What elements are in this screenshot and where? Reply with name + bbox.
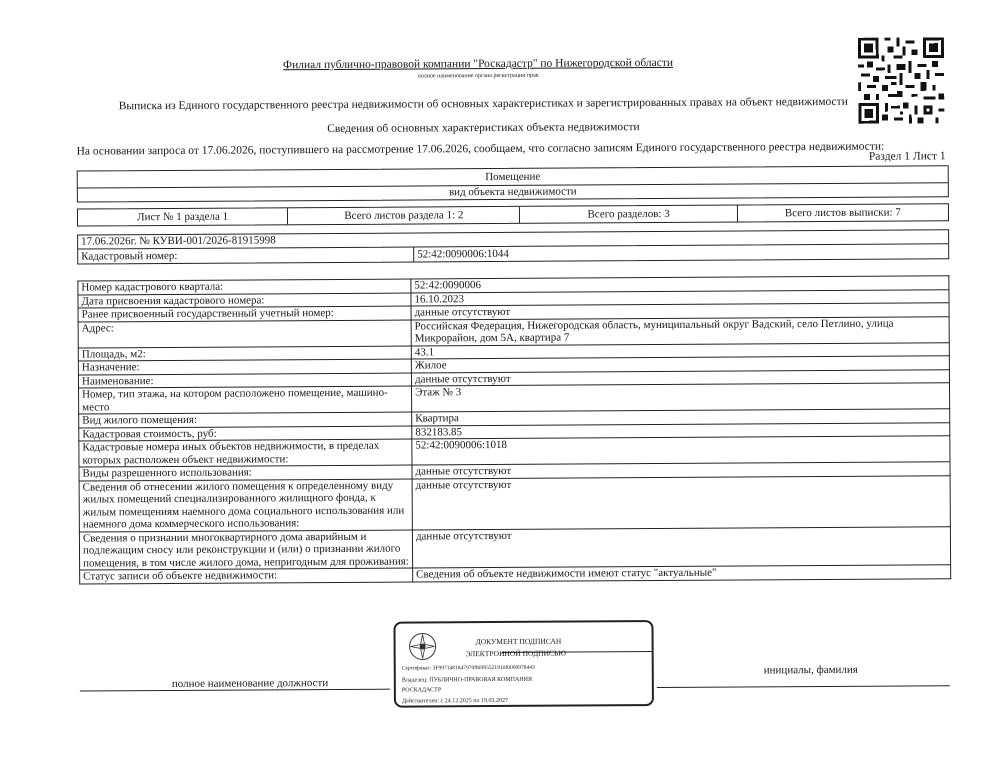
total-section-sheets: Всего листов раздела 1: 2 — [288, 207, 520, 224]
row-value: 16.10.2023 — [411, 289, 949, 306]
table-row — [79, 526, 950, 570]
row-value: Сведения об объекте недвижимости имеют статус "актуальные" — [413, 565, 951, 582]
row-value: Российская Федерация, Нижегородская область, муниципальный округ Вадский, село Петлино, улица Микрорайон, дом 5А, квартира 7 — [411, 316, 949, 345]
sheet-number: Лист № 1 раздела 1 — [78, 208, 288, 225]
organization-caption: полное наименование органа регистрации прав — [417, 72, 539, 80]
sheet-reference: Раздел 1 Лист 1 — [868, 150, 946, 163]
object-type: Помещение — [78, 168, 948, 188]
total-sections: Всего разделов: 3 — [520, 206, 737, 223]
name-label: инициалы, фамилия — [763, 663, 858, 677]
table-row — [79, 475, 950, 531]
name-line — [657, 685, 950, 688]
row-label: Площадь, м2: — [78, 346, 411, 362]
row-label: Адрес: — [78, 320, 411, 348]
object-type-box — [77, 165, 949, 202]
electronic-signature-stamp — [393, 620, 654, 708]
row-label: Наименование: — [78, 373, 411, 389]
qr-code-icon — [858, 37, 945, 124]
cadastral-number-value: 52:42:0090006:1044 — [417, 247, 509, 261]
cadastral-number-label: Кадастровый номер: — [78, 248, 414, 264]
row-value: Квартира — [412, 409, 950, 426]
row-value: данные отсутствуют — [412, 462, 950, 479]
sheets-row — [77, 203, 949, 226]
row-value: 52:42:0090006 — [411, 276, 949, 293]
row-value: данные отсутствуют — [411, 303, 949, 320]
row-label: Сведения о признании многоквартирного дома аварийным и подлежащим сносу или реконструкции и (или) о признании жилого помещения, в том числе жилого дома, непригодным для проживания: — [79, 530, 412, 571]
row-label: Номер кадастрового квартала: — [78, 279, 411, 295]
document-number: 17.06.2026г. № КУВИ-001/2026-81915998 — [77, 229, 949, 248]
extract-title: Выписка из Единого государственного реестра недвижимости об основных характеристиках и зарегистрированных правах на объект недвижимости — [118, 95, 848, 113]
row-value: данные отсутствуют — [411, 369, 949, 386]
total-extract-sheets: Всего листов выписки: 7 — [784, 206, 901, 220]
stamp-owner2: РОСКАДАСТР — [401, 687, 442, 694]
object-type-caption: вид объекта недвижимости — [448, 185, 577, 199]
row-label: Кадастровые номера иных объектов недвижимости, в пределах которых расположен объект недвижимости: — [79, 439, 412, 467]
row-label: Статус записи об объекте недвижимости: — [80, 568, 413, 584]
row-value: Жилое — [411, 356, 949, 373]
row-value: данные отсутствуют — [412, 475, 950, 529]
section-title: Сведения об основных характеристиках объекта недвижимости — [327, 121, 640, 136]
row-value: данные отсутствуют — [412, 526, 950, 568]
row-label: Вид жилого помещения: — [79, 412, 412, 428]
row-value: 52:42:0090006:1018 — [412, 436, 950, 465]
stamp-line2: ЭЛЕКТРОННОЙ ПОДПИСЬЮ — [465, 648, 567, 659]
row-value: 832183.85 — [412, 422, 950, 439]
row-label: Номер, тип этажа, на котором расположено помещение, машино-место — [79, 386, 412, 414]
row-label: Виды разрешенного использования: — [79, 465, 412, 481]
stamp-validity: Действителен: с 24.12.2025 по 19.03.2027 — [401, 697, 509, 705]
characteristics-table — [77, 275, 951, 584]
rosreestr-emblem-icon — [408, 631, 438, 661]
row-value: 43.1 — [411, 342, 949, 359]
row-label: Ранее присвоенный государственный учетный номер: — [78, 306, 411, 322]
row-label: Дата присвоения кадастрового номера: — [78, 293, 411, 309]
row-label: Назначение: — [78, 359, 411, 375]
stamp-certificate: Сертификат: 3F9971481847970f80f85521910f0000978443 — [401, 664, 535, 672]
row-value: Этаж № 3 — [412, 383, 950, 412]
stamp-line1: ДОКУМЕНТ ПОДПИСАН — [475, 636, 562, 647]
organization-name: Филиал публично-правовой компании "Роскадастр" по Нижегородской области — [282, 56, 674, 72]
request-basis: На основании запроса от 17.06.2026, поступившего на рассмотрение 17.06.2026, сообщаем, что согласно записям Единого государственного реестра недвижимости: — [76, 140, 885, 158]
row-label: Кадастровая стоимость, руб: — [79, 426, 412, 442]
row-label: Сведения об отнесении жилого помещения к определенному виду жилых помещений специализированного жилищного фонда, к жилым помещениям наемного дома социального использования или наемного дома коммерческого использования: — [79, 479, 412, 532]
position-label: полное наименование должности — [171, 677, 329, 690]
stamp-owner: Владелец: ПУБЛИЧНО-ПРАВОВАЯ КОМПАНИЯ — [401, 676, 532, 684]
